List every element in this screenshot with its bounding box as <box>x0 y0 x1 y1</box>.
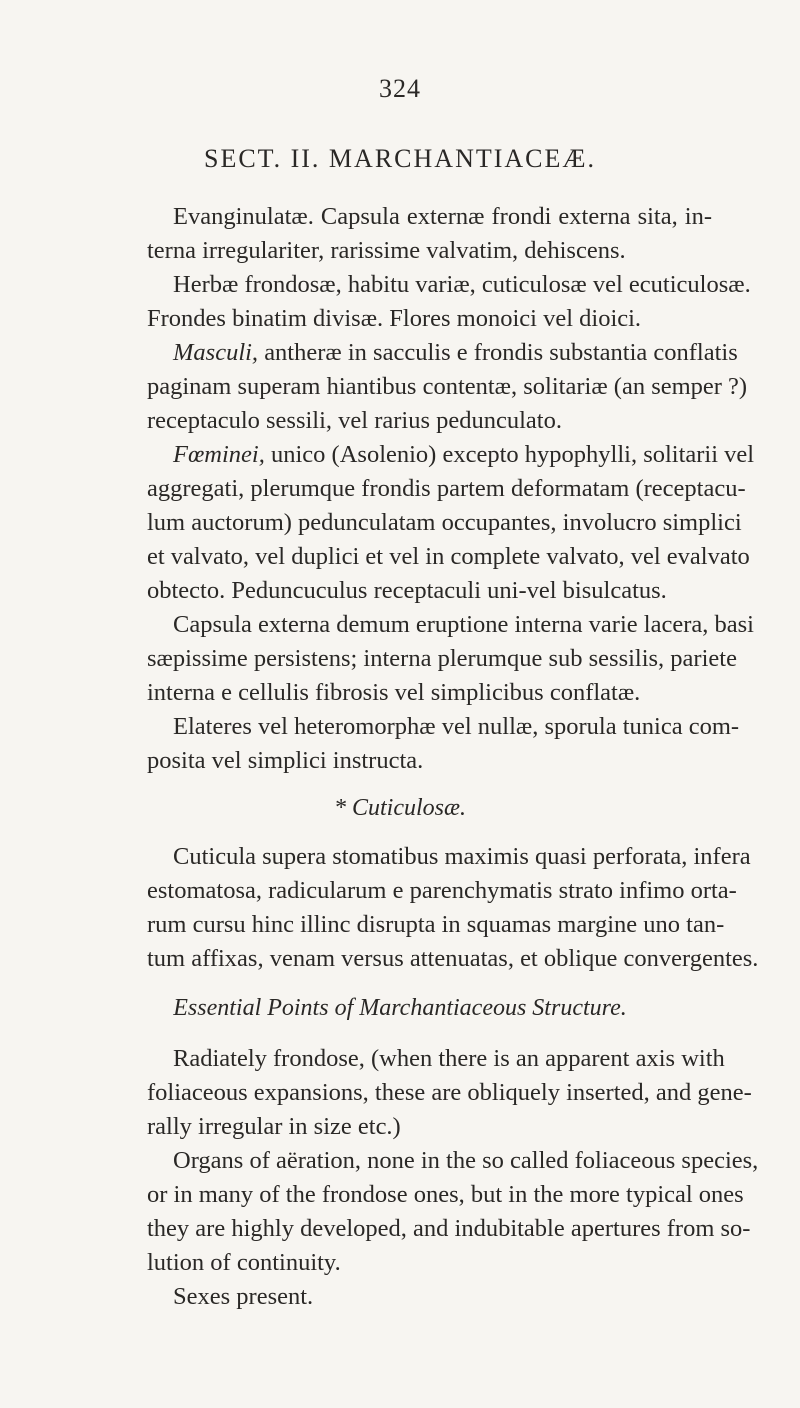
line-text: foliaceous expansions, these are obliquely inserted, and gene- <box>147 1079 752 1106</box>
line-text: et valvato, vel duplici et vel in complete valvato, vel evalvato <box>147 543 750 570</box>
line-text: or in many of the frondose ones, but in the more typical ones <box>147 1181 744 1208</box>
line-text: rally irregular in size etc.) <box>147 1113 401 1140</box>
text-line <box>147 908 725 942</box>
line-text: lution of continuity. <box>147 1249 341 1276</box>
line-text: Organs of aëration, none in the so called foliaceous species, <box>173 1147 759 1174</box>
text-line <box>147 1110 712 1144</box>
text-line <box>147 404 712 438</box>
text-line <box>147 874 737 908</box>
text-line <box>147 1042 725 1076</box>
line-text: sæpissime persistens; interna plerumque sub sessilis, pariete <box>147 645 737 672</box>
line-text: terna irregulariter, rarissime valvatim, dehiscens. <box>147 237 626 264</box>
paragraph-block-family-description <box>147 200 755 778</box>
text-line <box>147 1280 712 1314</box>
text-line <box>147 336 738 370</box>
paragraph-block-cuticulosae <box>147 840 759 976</box>
text-line <box>147 234 712 268</box>
line-text: they are highly developed, and indubitable apertures from so- <box>147 1215 751 1242</box>
text-line <box>147 710 740 744</box>
text-line <box>147 1178 744 1212</box>
text-line <box>147 642 737 676</box>
text-line <box>147 1076 752 1110</box>
text-line <box>147 676 712 710</box>
text-line <box>147 268 751 302</box>
line-text: receptaculo sessili, vel rarius pedunculato. <box>147 407 562 434</box>
text-line <box>147 540 750 574</box>
text-line <box>147 370 748 404</box>
text-line <box>147 744 712 778</box>
subheading-essential-points: Essential Points of Marchantiaceous Structure. <box>173 995 627 1021</box>
text-line <box>147 574 712 608</box>
line-text: antheræ in sacculis e frondis substantia conflatis <box>258 339 738 366</box>
line-text: interna e cellulis fibrosis vel simplicibus conflatæ. <box>147 679 641 706</box>
text-line <box>147 1144 759 1178</box>
text-line <box>147 1246 712 1280</box>
line-text: Evanginulatæ. Capsula externæ frondi externa sita, in- <box>173 203 712 230</box>
line-text: estomatosa, radicularum e parenchymatis strato infimo orta- <box>147 877 737 904</box>
line-text: lum auctorum) pedunculatam occupantes, involucro simplici <box>147 509 742 536</box>
text-line <box>147 840 751 874</box>
section-title: SECT. II. MARCHANTIACEÆ. <box>203 144 597 173</box>
italic-lead-term: Masculi, <box>173 339 259 366</box>
line-text: aggregati, plerumque frondis partem deformatam (receptacu- <box>147 475 746 502</box>
line-text: tum affixas, venam versus attenuatas, et oblique convergentes. <box>147 945 759 972</box>
line-text: Cuticula supera stomatibus maximis quasi perforata, infera <box>173 843 751 870</box>
text-line <box>147 506 742 540</box>
line-text: Frondes binatim divisæ. Flores monoici vel dioici. <box>147 305 642 332</box>
line-text: unico (Asolenio) excepto hypophylli, solitarii vel <box>264 441 755 468</box>
line-text: Sexes present. <box>173 1283 314 1310</box>
text-line <box>147 472 746 506</box>
text-line <box>147 302 712 336</box>
italic-lead-term: Fœminei, <box>173 441 265 468</box>
text-line <box>147 608 754 642</box>
subheading-cuticulosae: * Cuticulosæ. <box>333 795 466 821</box>
text-line <box>147 438 755 472</box>
line-text: obtecto. Peduncuculus receptaculi uni-vel bisulcatus. <box>147 577 667 604</box>
text-line <box>147 1212 751 1246</box>
line-text: Capsula externa demum eruptione interna varie lacera, basi <box>173 611 754 638</box>
line-text: posita vel simplici instructa. <box>147 747 424 774</box>
text-line <box>147 942 759 976</box>
text-line <box>147 200 712 234</box>
line-text: Elateres vel heteromorphæ vel nullæ, sporula tunica com- <box>173 713 740 740</box>
line-text: Herbæ frondosæ, habitu variæ, cuticulosæ vel ecuticulosæ. <box>173 271 751 298</box>
line-text: Radiately frondose, (when there is an apparent axis with <box>173 1045 725 1072</box>
line-text: rum cursu hinc illinc disrupta in squamas margine uno tan- <box>147 911 725 938</box>
page-number: 324 <box>379 74 421 103</box>
line-text: paginam superam hiantibus contentæ, solitariæ (an semper ?) <box>147 373 748 400</box>
paragraph-block-essential-points <box>147 1042 759 1314</box>
